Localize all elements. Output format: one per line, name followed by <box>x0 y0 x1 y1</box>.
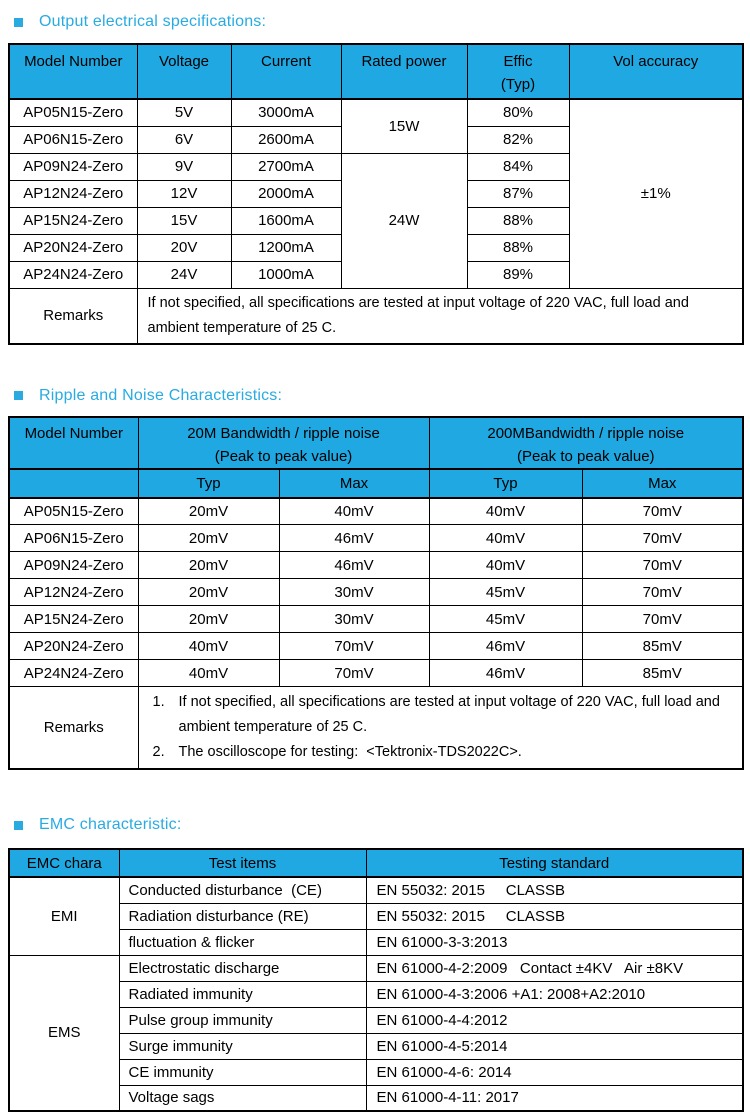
cell-test-item: Pulse group immunity <box>119 1007 366 1033</box>
cell-effic: 87% <box>467 180 569 207</box>
section-title-ripple <box>14 385 750 407</box>
cell-max-200m: 85mV <box>582 633 743 660</box>
cell-effic: 84% <box>467 153 569 180</box>
table-row <box>9 579 743 606</box>
table-row <box>9 1059 743 1085</box>
cell-typ-20m: 20mV <box>138 579 279 606</box>
cell-max-20m: 46mV <box>279 552 429 579</box>
bandwidth-20m-label: 20M Bandwidth / ripple noise <box>187 424 380 442</box>
cell-typ-200m: 45mV <box>429 579 582 606</box>
cell-rated-power-15w: 15W <box>341 99 467 153</box>
bandwidth-200m-label: 200MBandwidth / ripple noise <box>487 424 685 442</box>
cell-typ-20m: 20mV <box>138 552 279 579</box>
remarks-row <box>9 288 743 344</box>
section-title-output <box>14 11 750 33</box>
cell-typ-200m: 46mV <box>429 660 582 687</box>
peak-to-peak-label: (Peak to peak value) <box>516 447 655 465</box>
cell-max-200m: 70mV <box>582 498 743 525</box>
cell-standard: EN 55032: 2015 CLASSB <box>366 903 743 929</box>
table-row <box>9 1033 743 1059</box>
cell-model: AP24N24-Zero <box>9 660 138 687</box>
cell-typ-20m: 40mV <box>138 660 279 687</box>
cell-max-20m: 40mV <box>279 498 429 525</box>
cell-max-20m: 30mV <box>279 606 429 633</box>
table-row <box>9 1085 743 1111</box>
table-row <box>9 877 743 903</box>
col-header-model: Model Number <box>9 417 138 469</box>
cell-standard: EN 61000-4-5:2014 <box>366 1033 743 1059</box>
emc-table <box>8 848 744 1112</box>
col-header-max-20m: Max <box>279 469 429 498</box>
cell-typ-20m: 20mV <box>138 606 279 633</box>
cell-voltage: 5V <box>137 99 231 126</box>
table-row <box>9 1007 743 1033</box>
cell-model: AP20N24-Zero <box>9 633 138 660</box>
table-row <box>9 498 743 525</box>
table-row <box>9 633 743 660</box>
output-spec-table <box>8 43 744 345</box>
cell-max-20m: 70mV <box>279 660 429 687</box>
cell-current: 2600mA <box>231 126 341 153</box>
cell-current: 1600mA <box>231 207 341 234</box>
cell-model: AP05N15-Zero <box>9 498 138 525</box>
cell-voltage: 20V <box>137 234 231 261</box>
cell-model: AP06N15-Zero <box>9 525 138 552</box>
col-header-current: Current <box>231 44 341 99</box>
cell-test-item: Radiated immunity <box>119 981 366 1007</box>
cell-model: AP09N24-Zero <box>9 153 137 180</box>
cell-typ-200m: 40mV <box>429 525 582 552</box>
cell-typ-200m: 40mV <box>429 552 582 579</box>
remark-item <box>149 740 739 765</box>
cell-current: 2700mA <box>231 153 341 180</box>
cell-ems-group: EMS <box>9 955 119 1111</box>
cell-model: AP09N24-Zero <box>9 552 138 579</box>
col-header-typ-20m: Typ <box>138 469 279 498</box>
section-title-text: Output electrical specifications: <box>39 13 267 30</box>
cell-max-20m: 70mV <box>279 633 429 660</box>
blank-header-cell <box>9 469 138 498</box>
remark-text: The oscilloscope for testing: <Tektronix-TDS2022C>. <box>178 744 522 760</box>
section-title-text: EMC characteristic: <box>39 816 182 833</box>
cell-effic: 89% <box>467 261 569 288</box>
cell-standard: EN 61000-4-11: 2017 <box>366 1085 743 1111</box>
cell-voltage: 24V <box>137 261 231 288</box>
col-header-model: Model Number <box>9 44 137 99</box>
cell-current: 2000mA <box>231 180 341 207</box>
cell-effic: 88% <box>467 234 569 261</box>
cell-test-item: Surge immunity <box>119 1033 366 1059</box>
table-row <box>9 99 743 126</box>
remarks-list <box>138 687 743 770</box>
cell-typ-20m: 20mV <box>138 498 279 525</box>
cell-current: 3000mA <box>231 99 341 126</box>
cell-model: AP06N15-Zero <box>9 126 137 153</box>
col-header-testing-standard: Testing standard <box>366 849 743 877</box>
table-row <box>9 981 743 1007</box>
cell-model: AP05N15-Zero <box>9 99 137 126</box>
effic-typ-label: (Typ) <box>500 76 536 93</box>
cell-test-item: CE immunity <box>119 1059 366 1085</box>
cell-voltage: 15V <box>137 207 231 234</box>
cell-max-20m: 30mV <box>279 579 429 606</box>
table-row <box>9 929 743 955</box>
square-bullet-icon <box>14 821 23 830</box>
square-bullet-icon <box>14 391 23 400</box>
col-header-effic <box>467 44 569 99</box>
cell-typ-200m: 45mV <box>429 606 582 633</box>
table-row <box>9 903 743 929</box>
col-header-test-items: Test items <box>119 849 366 877</box>
cell-emi-group: EMI <box>9 877 119 955</box>
header-row-typ-max <box>9 469 743 498</box>
col-header-emc-chara: EMC chara <box>9 849 119 877</box>
cell-standard: EN 55032: 2015 CLASSB <box>366 877 743 903</box>
cell-standard: EN 61000-4-2:2009 Contact ±4KV Air ±8KV <box>366 955 743 981</box>
col-header-voltage: Voltage <box>137 44 231 99</box>
cell-max-200m: 70mV <box>582 552 743 579</box>
table-row <box>9 552 743 579</box>
cell-current: 1000mA <box>231 261 341 288</box>
cell-standard: EN 61000-4-6: 2014 <box>366 1059 743 1085</box>
col-header-200m-group <box>429 417 743 469</box>
cell-effic: 80% <box>467 99 569 126</box>
section-title-text: Ripple and Noise Characteristics: <box>39 386 283 404</box>
col-header-typ-200m: Typ <box>429 469 582 498</box>
table-row <box>9 955 743 981</box>
cell-test-item: Conducted disturbance (CE) <box>119 877 366 903</box>
cell-model: AP15N24-Zero <box>9 207 137 234</box>
col-header-max-200m: Max <box>582 469 743 498</box>
ripple-noise-table <box>8 416 744 771</box>
remark-number: 1. <box>152 694 165 710</box>
table-row <box>9 525 743 552</box>
remarks-row <box>9 687 743 770</box>
table-row <box>9 660 743 687</box>
square-bullet-icon <box>14 18 23 27</box>
cell-max-200m: 70mV <box>582 525 743 552</box>
table-row <box>9 606 743 633</box>
header-row <box>9 44 743 99</box>
cell-max-200m: 70mV <box>582 579 743 606</box>
cell-typ-200m: 40mV <box>429 498 582 525</box>
cell-test-item: Electrostatic discharge <box>119 955 366 981</box>
cell-typ-20m: 40mV <box>138 633 279 660</box>
remarks-text: If not specified, all specifications are tested at input voltage of 220 VAC, full load and ambient temperature of 25 C. <box>137 288 743 344</box>
cell-current: 1200mA <box>231 234 341 261</box>
cell-vol-accuracy: ±1% <box>569 99 743 288</box>
cell-model: AP12N24-Zero <box>9 180 137 207</box>
cell-effic: 88% <box>467 207 569 234</box>
remark-item <box>149 690 739 740</box>
cell-typ-20m: 20mV <box>138 525 279 552</box>
cell-max-20m: 46mV <box>279 525 429 552</box>
cell-test-item: fluctuation & flicker <box>119 929 366 955</box>
remarks-label: Remarks <box>9 288 137 344</box>
col-header-rated-power: Rated power <box>341 44 467 99</box>
cell-effic: 82% <box>467 126 569 153</box>
effic-label: Effic <box>503 53 533 70</box>
col-header-vol-accuracy: Vol accuracy <box>569 44 743 99</box>
cell-model: AP15N24-Zero <box>9 606 138 633</box>
cell-voltage: 6V <box>137 126 231 153</box>
section-title-emc <box>14 814 750 836</box>
cell-standard: EN 61000-4-3:2006 +A1: 2008+A2:2010 <box>366 981 743 1007</box>
cell-typ-200m: 46mV <box>429 633 582 660</box>
cell-voltage: 9V <box>137 153 231 180</box>
remark-text: If not specified, all specifications are tested at input voltage of 220 VAC, full load and ambient temperature of 25 C. <box>178 694 724 735</box>
header-row-groups <box>9 417 743 469</box>
remarks-label: Remarks <box>9 687 138 770</box>
cell-model: AP12N24-Zero <box>9 579 138 606</box>
cell-max-200m: 85mV <box>582 660 743 687</box>
cell-model: AP24N24-Zero <box>9 261 137 288</box>
cell-model: AP20N24-Zero <box>9 234 137 261</box>
remark-number: 2. <box>152 744 165 760</box>
cell-test-item: Voltage sags <box>119 1085 366 1111</box>
cell-standard: EN 61000-3-3:2013 <box>366 929 743 955</box>
peak-to-peak-label: (Peak to peak value) <box>214 447 353 465</box>
cell-rated-power-24w: 24W <box>341 153 467 288</box>
cell-max-200m: 70mV <box>582 606 743 633</box>
cell-test-item: Radiation disturbance (RE) <box>119 903 366 929</box>
cell-voltage: 12V <box>137 180 231 207</box>
cell-standard: EN 61000-4-4:2012 <box>366 1007 743 1033</box>
col-header-20m-group <box>138 417 429 469</box>
header-row <box>9 849 743 877</box>
